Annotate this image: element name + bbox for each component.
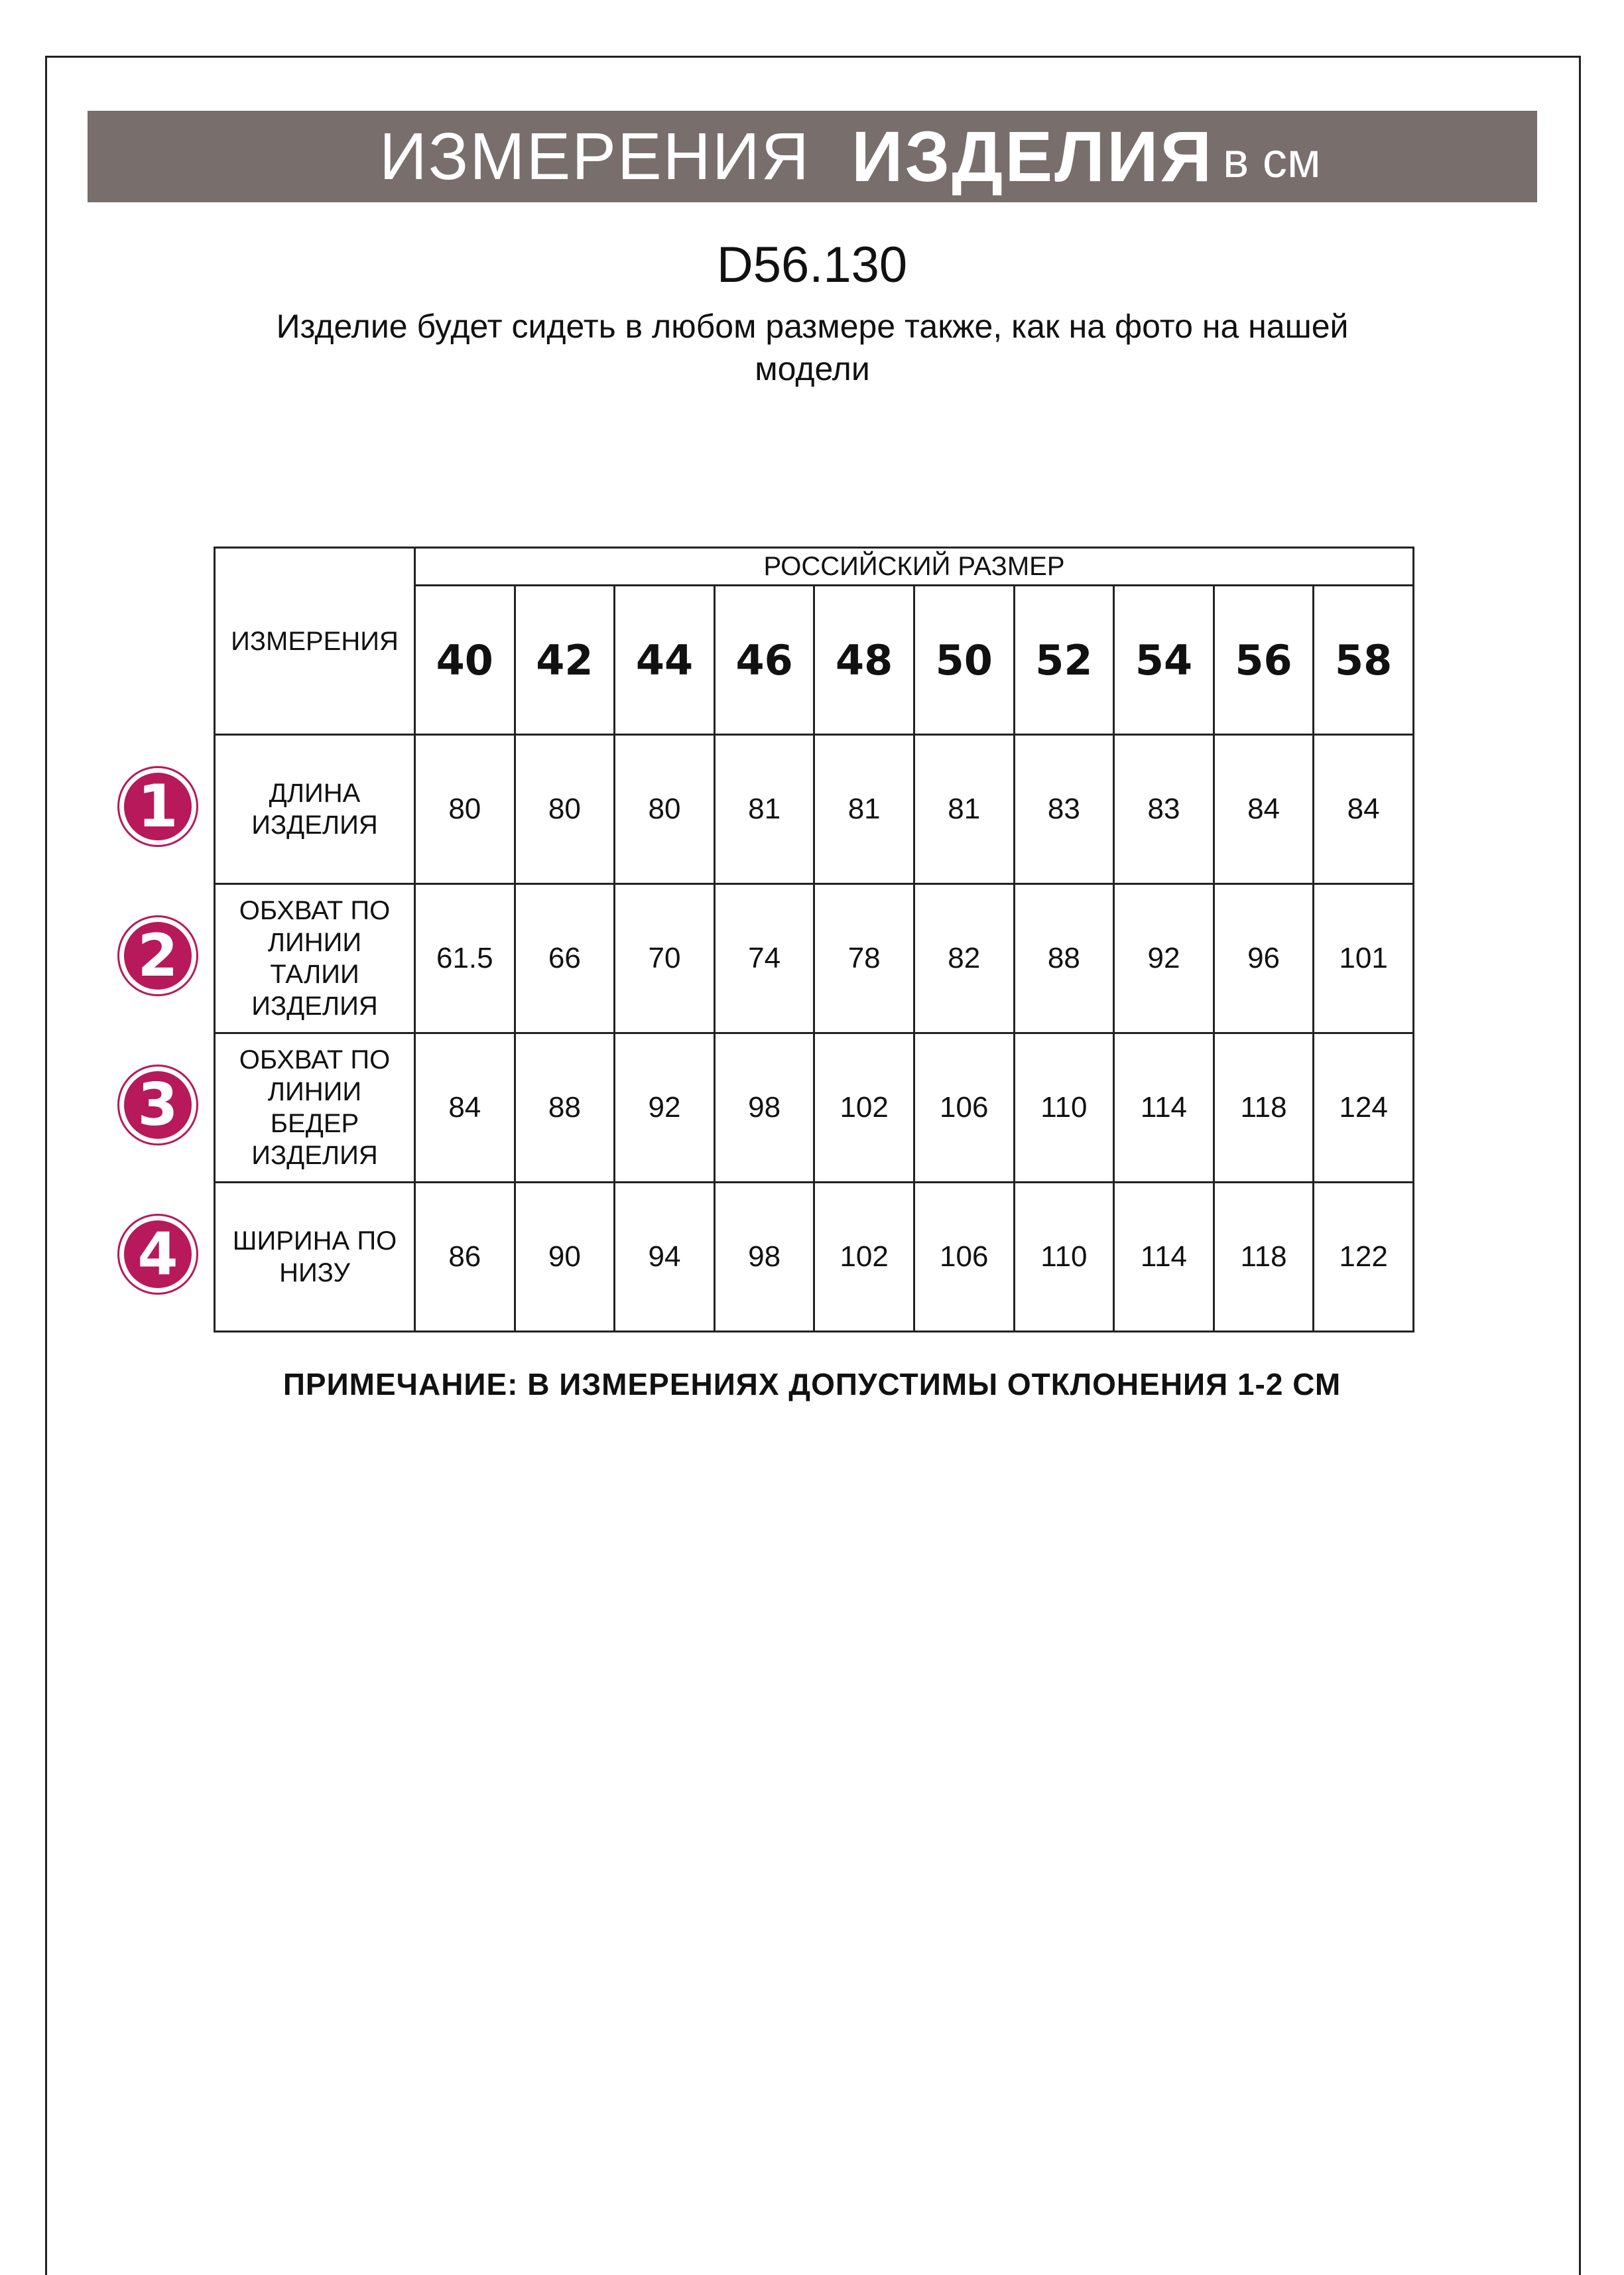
table-cell: 96 [1214, 884, 1314, 1033]
size-header: 50 [914, 586, 1014, 735]
size-header: 56 [1214, 586, 1314, 735]
table-cell: 81 [714, 735, 814, 884]
measure-marker-1-icon: 1 [119, 768, 196, 845]
size-header: 58 [1314, 586, 1414, 735]
table-cell: 61.5 [415, 884, 515, 1033]
table-cell: 101 [1314, 884, 1414, 1033]
banner-title-light: ИЗМЕРЕНИЯ [379, 119, 810, 194]
table-row [215, 1033, 1414, 1183]
table-cell: 124 [1314, 1033, 1414, 1183]
fit-description: Изделие будет сидеть в любом размере также, как на фото на нашей модели [276, 308, 1349, 387]
measurements-header: ИЗМЕРЕНИЯ [215, 548, 415, 735]
table-cell: 106 [914, 1183, 1014, 1332]
table-cell: 78 [814, 884, 914, 1033]
table-cell: 102 [814, 1183, 914, 1332]
table-cell: 110 [1014, 1033, 1114, 1183]
table-cell: 110 [1014, 1183, 1114, 1332]
table-cell: 94 [615, 1183, 715, 1332]
table-cell: 114 [1114, 1183, 1214, 1332]
table-cell: 82 [914, 884, 1014, 1033]
table-cell: 102 [814, 1033, 914, 1183]
table-cell: 118 [1214, 1033, 1314, 1183]
table-cell: 80 [415, 735, 515, 884]
table-cell: 83 [1014, 735, 1114, 884]
table-cell: 88 [1014, 884, 1114, 1033]
size-header: 40 [415, 586, 515, 735]
table-row [215, 1183, 1414, 1332]
row-label-hips: ОБХВАТ ПО ЛИНИИ БЕДЕР ИЗДЕЛИЯ [215, 1033, 415, 1183]
size-table [214, 547, 1414, 1332]
table-cell: 74 [714, 884, 814, 1033]
table-cell: 114 [1114, 1033, 1214, 1183]
article-number: D56.130 [716, 237, 908, 293]
size-header: 52 [1014, 586, 1114, 735]
measure-marker-4-icon: 4 [119, 1216, 196, 1293]
table-cell: 84 [415, 1033, 515, 1183]
header-banner [88, 111, 1537, 202]
table-cell: 80 [515, 735, 615, 884]
size-header: 48 [814, 586, 914, 735]
table-cell: 80 [615, 735, 715, 884]
banner-title-bold: ИЗДЕЛИЯ [851, 116, 1214, 196]
size-system-header: РОССИЙСКИЙ РАЗМЕР [415, 548, 1414, 586]
tolerance-note: ПРИМЕЧАНИЕ: В ИЗМЕРЕНИЯХ ДОПУСТИМЫ ОТКЛОНЕНИЯ 1-2 СМ [282, 1367, 1342, 1401]
table-cell: 98 [714, 1033, 814, 1183]
table-row [215, 884, 1414, 1033]
size-header: 54 [1114, 586, 1214, 735]
table-cell: 84 [1314, 735, 1414, 884]
row-label-waist: ОБХВАТ ПО ЛИНИИ ТАЛИИ ИЗДЕЛИЯ [215, 884, 415, 1033]
table-cell: 66 [515, 884, 615, 1033]
table-cell: 84 [1214, 735, 1314, 884]
table-cell: 90 [515, 1183, 615, 1332]
row-label-length: ДЛИНА ИЗДЕЛИЯ [215, 735, 415, 884]
table-cell: 92 [615, 1033, 715, 1183]
size-header: 46 [714, 586, 814, 735]
size-header: 42 [515, 586, 615, 735]
table-cell: 81 [914, 735, 1014, 884]
size-header: 44 [615, 586, 715, 735]
table-cell: 70 [615, 884, 715, 1033]
row-label-hem-width: ШИРИНА ПО НИЗУ [215, 1183, 415, 1332]
table-row [215, 735, 1414, 884]
table-cell: 81 [814, 735, 914, 884]
table-cell: 83 [1114, 735, 1214, 884]
table-cell: 118 [1214, 1183, 1314, 1332]
table-cell: 86 [415, 1183, 515, 1332]
table-cell: 122 [1314, 1183, 1414, 1332]
measure-marker-2-icon: 2 [119, 917, 196, 994]
banner-unit: в см [1223, 133, 1321, 188]
table-cell: 92 [1114, 884, 1214, 1033]
table-cell: 88 [515, 1033, 615, 1183]
table-cell: 98 [714, 1183, 814, 1332]
table-cell: 106 [914, 1033, 1014, 1183]
measure-marker-3-icon: 3 [119, 1067, 196, 1143]
header-row-region [215, 548, 1414, 586]
